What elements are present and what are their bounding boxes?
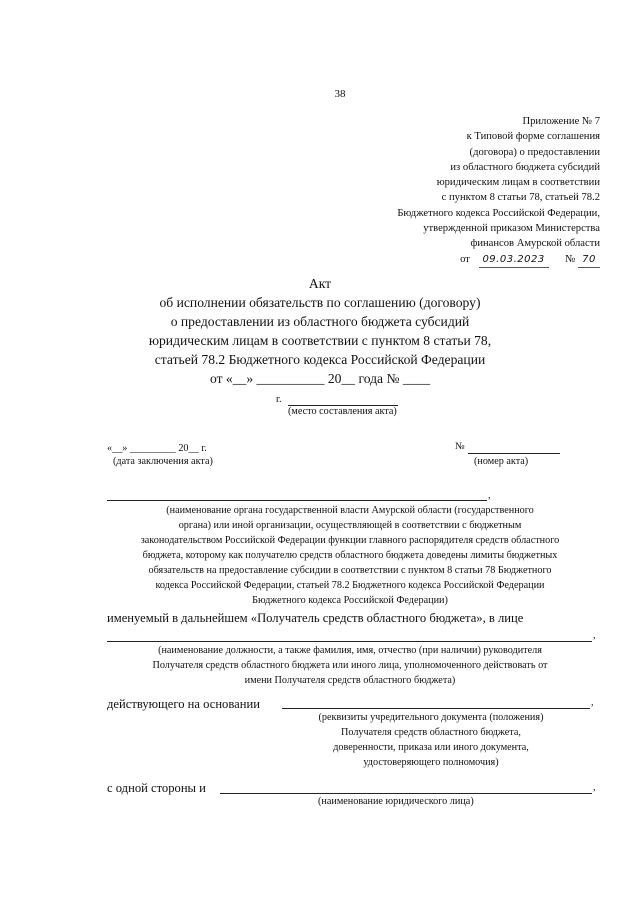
recipient-caption-line: (наименование должности, а также фамилия, имя, отчество (при наличии) руководителя	[158, 645, 542, 656]
authority-caption	[100, 503, 600, 608]
from-label: от	[460, 253, 470, 265]
number-label: №	[565, 253, 576, 265]
basis-field-line[interactable]	[282, 708, 590, 709]
party-trailing-comma: ,	[593, 782, 596, 793]
appendix-line: Приложение № 7	[522, 116, 600, 127]
act-number-field-line[interactable]	[468, 453, 560, 454]
handwritten-number: 70	[578, 252, 600, 268]
conclusion-date-field[interactable]: «__» _________ 20__ г.	[107, 443, 207, 454]
recipient-caption	[100, 643, 600, 688]
conclusion-date-caption: (дата заключения акта)	[113, 456, 213, 467]
party-field-line[interactable]	[220, 793, 592, 794]
appendix-line: утвержденной приказом Министерства	[423, 223, 600, 235]
recipient-caption-line: Получателя средств областного бюджета или иного лица, уполномоченного действовать от	[152, 660, 548, 671]
appendix-line: (договора) о предоставлении	[469, 146, 600, 158]
authority-caption-line: (наименование органа государственной власти Амурской области (государственного	[166, 505, 534, 516]
appendix-line: юридическим лицам в соответствии	[436, 177, 600, 189]
authority-caption-line: органа) или иной организации, осуществляющей в соответствии с бюджетным	[178, 520, 522, 531]
recipient-field-line[interactable]	[107, 641, 592, 642]
place-prefix: г.	[276, 394, 282, 405]
party-text: с одной стороны и	[107, 781, 206, 795]
appendix-header	[300, 114, 600, 268]
authority-trailing-comma: ,	[488, 490, 491, 501]
handwritten-date: 09.03.2023	[479, 252, 549, 268]
authority-caption-line: Бюджетного кодекса Российской Федерации)	[252, 595, 448, 606]
basis-caption-line: (реквизиты учредительного документа (положения)	[318, 712, 544, 723]
appendix-line: к Типовой форме соглашения	[466, 131, 600, 143]
basis-caption-line: удостоверяющего полномочия)	[363, 757, 499, 768]
appendix-line: с пунктом 8 статьи 78, статьей 78.2	[441, 192, 600, 204]
basis-caption-line: доверенности, приказа или иного документа,	[333, 742, 529, 753]
appendix-line: финансов Амурской области	[470, 238, 600, 250]
party-caption: (наименование юридического лица)	[318, 796, 474, 807]
basis-trailing-comma: ,	[591, 697, 594, 708]
recipient-text: именуемый в дальнейшем «Получатель средств областного бюджета», в лице	[107, 611, 524, 625]
recipient-trailing-comma: ,	[593, 630, 596, 641]
title-line: об исполнении обязательств по соглашению (договору)	[159, 295, 481, 310]
act-number-caption: (номер акта)	[474, 456, 529, 467]
appendix-order-line	[300, 252, 600, 268]
title-line: статьей 78.2 Бюджетного кодекса Российской Федерации	[154, 352, 486, 367]
act-number-prefix: №	[455, 441, 465, 452]
basis-text: действующего на основании	[107, 697, 260, 711]
authority-field-line[interactable]	[107, 500, 487, 501]
basis-caption	[286, 710, 576, 770]
appendix-line: Бюджетного кодекса Российской Федерации,	[397, 207, 600, 219]
appendix-line: из областного бюджета субсидий	[450, 161, 600, 173]
basis-caption-line: Получателя средств областного бюджета,	[341, 727, 521, 738]
title-line: юридическим лицам в соответствии с пунктом 8 статьи 78,	[148, 333, 492, 348]
act-title	[110, 274, 530, 388]
authority-caption-line: кодекса Российской Федерации, статьей 78.2 Бюджетного кодекса Российской Федерации	[155, 580, 545, 591]
recipient-caption-line: имени Получателя средств областного бюджета)	[244, 675, 456, 686]
authority-caption-line: обязательств на предоставление субсидии в соответствии с пунктом 8 статьи 78 Бюджетного	[148, 565, 552, 576]
page-number: 38	[334, 88, 346, 100]
authority-caption-line: бюджета, которому как получателю средств областного бюджета доведены лимиты бюджетных	[142, 550, 558, 561]
title-line: о предоставлении из областного бюджета субсидий	[170, 314, 470, 329]
place-caption: (место составления акта)	[288, 406, 397, 417]
authority-caption-line: законодательством Российской Федерации функции главного распорядителя средств областного	[140, 535, 560, 546]
title-line: от «__» __________ 20__ года № ____	[209, 371, 431, 386]
title-line: Акт	[308, 276, 332, 291]
